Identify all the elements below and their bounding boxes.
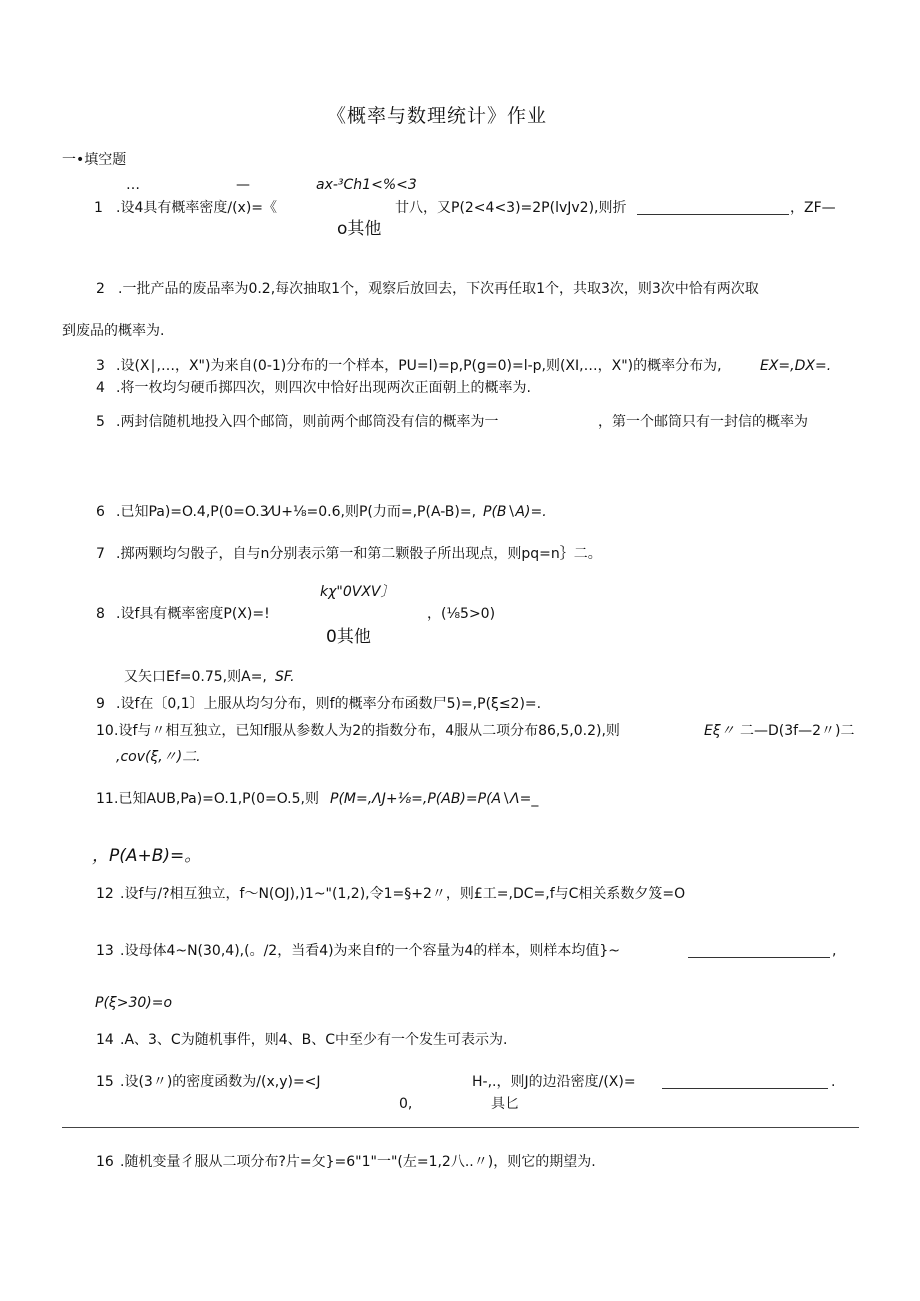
q3-text: .设(X∣,…，X")为来自(0-1)分布的一个样本，PU=l)=p,P(g=0)=l-p,则(XI,…，X")的概率分布为, (116, 358, 722, 374)
q1-answer-blank (637, 214, 789, 215)
q15-number: 15 (96, 1074, 114, 1090)
q3-expectation: EX=,DX=. (760, 358, 832, 374)
q1-dash: — (236, 177, 250, 193)
q13-answer-blank (688, 957, 830, 958)
q16-text: .随机变量彳服从二项分布?片=攵}=6"1"一"(左=1,2八..〃)，则它的期望为. (120, 1154, 596, 1170)
q12-text: .设f与/?相互独立，f〜N(OJ),)1~"(1,2),令1=§+2〃，则£工=,DC=,f与C相关系数夕笈=O (120, 886, 686, 902)
q1-text: .设4具有概率密度/(x)=《 (116, 200, 278, 216)
q1-number: 1 (94, 200, 103, 216)
q1-dots: … (126, 177, 140, 193)
q9-number: 9 (96, 696, 105, 712)
q11-text: .已知AUB,Pa)=O.1,P(0=O.5,则 (114, 791, 319, 807)
horizontal-divider (62, 1127, 859, 1128)
q1-density-upper: ax-³Ch1<%<3 (316, 177, 417, 193)
q1-tail: ，ZF— (790, 200, 836, 216)
q8-otherwise: 0其他 (326, 627, 371, 647)
q14-number: 14 (96, 1032, 114, 1048)
q1-otherwise: o其他 (337, 219, 382, 239)
q10-number: 10 (96, 723, 114, 739)
q11-tail: P(M=,ΛJ+⅛=,P(AB)=P(A∖Λ=_ (330, 791, 539, 807)
q13-line2: P(ξ>30)=o (95, 995, 173, 1011)
q2-text-line2: 到废品的概率为. (62, 323, 165, 339)
section-heading: 一•填空题 (62, 152, 127, 168)
q1-condition: 廿八，又P(2<4<3)=2P(lvJv2),则折 (395, 200, 627, 216)
q5-tail: ，第一个邮筒只有一封信的概率为 (598, 414, 808, 430)
q8-tail: ，(⅛5>0) (427, 606, 496, 622)
q15-dot: . (831, 1074, 836, 1090)
q8-density-upper: kχ"0VXV〕 (320, 584, 395, 600)
q4-text: .将一枚均匀硬币掷四次，则四次中恰好出现两次正面朝上的概率为. (116, 380, 531, 396)
q13-number: 13 (96, 943, 114, 959)
page-title: 《概率与数理统计》作业 (327, 105, 548, 127)
q15-condition: H-,.，则J的边沿密度/(X)= (472, 1074, 636, 1090)
q5-text: .两封信随机地投入四个邮筒，则前两个邮筒没有信的概率为一 (116, 414, 499, 430)
q8-continuation-italic: SF. (275, 669, 295, 685)
q13-text: .设母体4~N(30,4),(。/2，当看4)为来自f的一个容量为4的样本，则样本均值}~ (120, 943, 621, 959)
q9-text: .设f在〔0,1〕上服从均匀分布，则f的概率分布函数尸5)=,P(ξ≤2)=. (116, 696, 542, 712)
q8-continuation: 又矢口Ef=0.75,则A=, (124, 669, 267, 685)
q7-number: 7 (96, 546, 105, 562)
q16-number: 16 (96, 1154, 114, 1170)
q6-number: 6 (96, 504, 105, 520)
q13-comma: , (832, 943, 837, 959)
q11-line2: ，P(A+B)=。 (92, 846, 202, 866)
q7-text: .掷两颗均匀骰子，自与n分别表示第一和第二颗骰子所出现点，则pq=n｝二。 (116, 546, 602, 562)
q10-expectation: Eξ〃 (704, 723, 735, 739)
q10-tail: 二—D(3f—2〃)二 (740, 723, 855, 739)
q10-text: .设f与〃相互独立，已知f服从参数人为2的指数分布，4服从二项分布86,5,0.2),则 (114, 723, 620, 739)
q10-line2: ,cov(ξ,〃)二. (116, 749, 201, 765)
q8-text: .设f具有概率密度P(X)=! (116, 606, 270, 622)
q15-text: .设(3〃)的密度函数为/(x,y)=<J (120, 1074, 321, 1090)
q15-zero: 0, (399, 1096, 413, 1112)
q12-number: 12 (96, 886, 114, 902)
q3-number: 3 (96, 358, 105, 374)
q5-number: 5 (96, 414, 105, 430)
q15-otherwise: 具匕 (491, 1096, 519, 1112)
q6-text: .已知Pa)=O.4,P(0=O.3⁄U+⅛=0.6,则P(力而=,P(A-B)=, (116, 504, 477, 520)
q11-number: 11 (96, 791, 114, 807)
q2-number: 2 (96, 281, 105, 297)
q4-number: 4 (96, 380, 105, 396)
q15-answer-blank (662, 1088, 828, 1089)
q14-text: .A、3、C为随机事件，则4、B、C中至少有一个发生可表示为. (120, 1032, 508, 1048)
q8-number: 8 (96, 606, 105, 622)
q2-text-line1: .一批产品的废品率为0.2,每次抽取1个，观察后放回去，下次再任取1个，共取3次，则3次中恰有两次取 (118, 281, 759, 297)
q6-tail: P(B∖A)=. (483, 504, 547, 520)
